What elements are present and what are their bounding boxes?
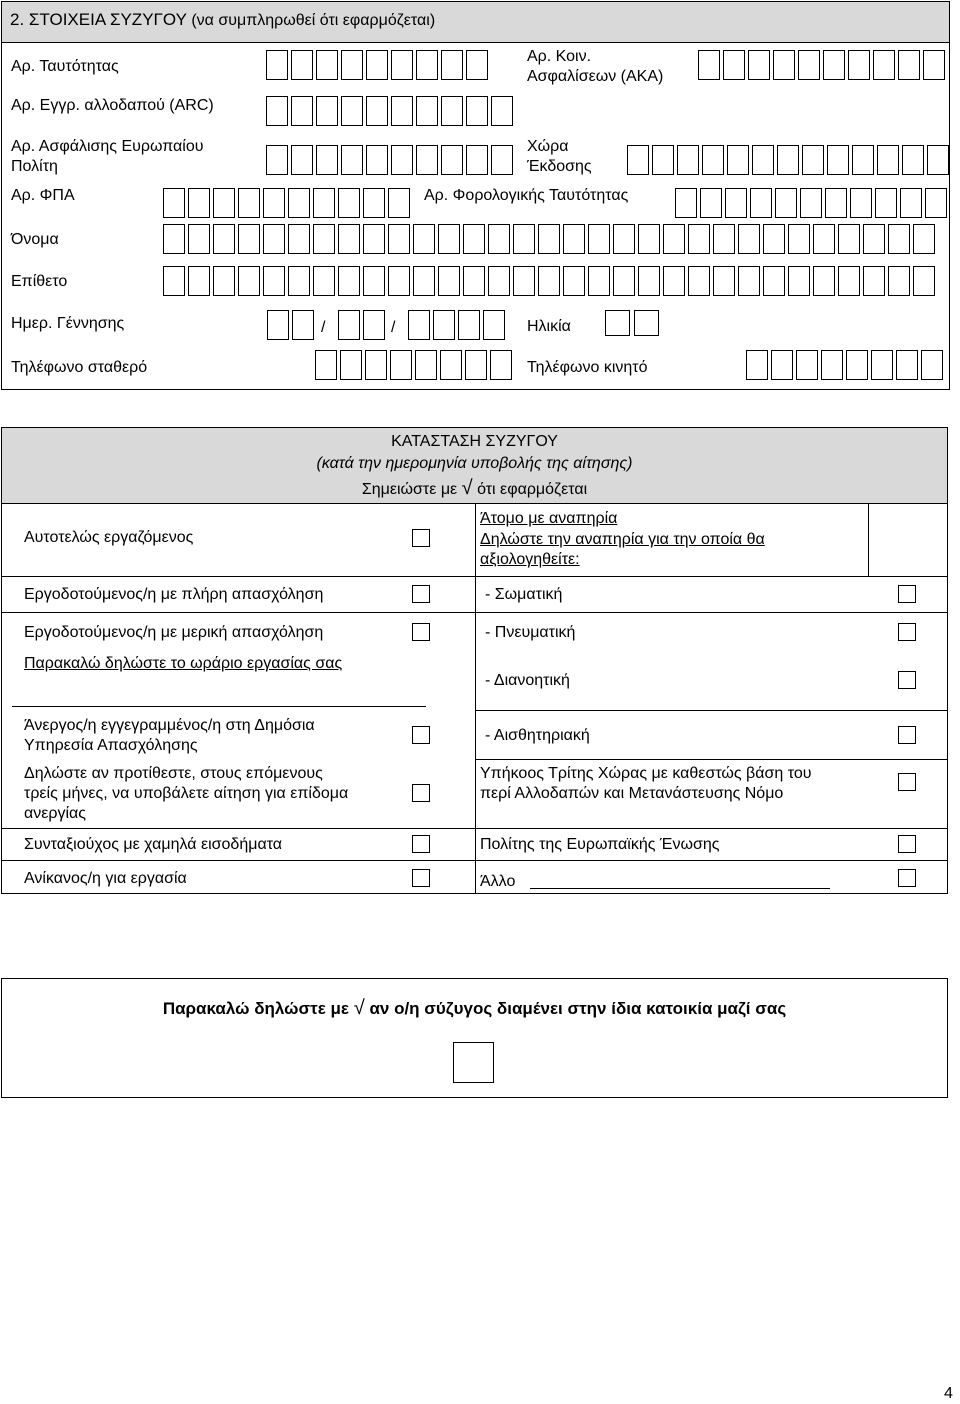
digit-cell[interactable] (441, 145, 463, 175)
first-name-label: Όνομα (11, 231, 59, 248)
digit-cell[interactable] (188, 188, 210, 218)
digit-cell[interactable] (163, 224, 185, 254)
digit-cell[interactable] (263, 224, 285, 254)
id-card-input[interactable] (266, 50, 491, 80)
intellectual-label: - Διανοητική (485, 672, 570, 689)
digit-cell[interactable] (888, 224, 910, 254)
digit-cell[interactable] (638, 266, 660, 296)
digit-cell[interactable] (416, 96, 438, 126)
digit-cell[interactable] (848, 50, 870, 80)
status-mark-prefix: Σημειώστε με (361, 481, 458, 498)
digit-cell[interactable] (441, 50, 463, 80)
digit-cell[interactable] (263, 188, 285, 218)
digit-cell[interactable] (291, 145, 313, 175)
surname-label: Επίθετο (11, 273, 68, 290)
digit-cell[interactable] (408, 310, 430, 340)
arc-label: Αρ. Εγγρ. αλλοδαπού (ARC) (11, 97, 214, 114)
digit-cell[interactable] (188, 224, 210, 254)
digit-cell[interactable] (771, 350, 793, 380)
digit-cell[interactable] (413, 224, 435, 254)
sensory-label: - Αισθητηριακή (485, 727, 590, 744)
digit-cell[interactable] (291, 96, 313, 126)
digit-cell[interactable] (746, 350, 768, 380)
digit-cell[interactable] (773, 50, 795, 80)
digit-cell[interactable] (438, 224, 460, 254)
digit-cell[interactable] (563, 224, 585, 254)
digit-cell[interactable] (873, 50, 895, 80)
digit-cell[interactable] (266, 50, 288, 80)
digit-cell[interactable] (316, 50, 338, 80)
eu-insurance-input[interactable] (266, 145, 516, 175)
digit-cell[interactable] (796, 350, 818, 380)
digit-cell[interactable] (341, 145, 363, 175)
digit-cell[interactable] (588, 224, 610, 254)
digit-cell[interactable] (313, 266, 335, 296)
intend-label-3: ανεργίας (24, 805, 86, 822)
digit-cell[interactable] (788, 266, 810, 296)
digit-cell[interactable] (291, 50, 313, 80)
digit-cell[interactable] (366, 96, 388, 126)
tax-id-input[interactable] (675, 188, 950, 218)
status-subtitle: (κατά την ημερομηνία υποβολής της αίτησης) (316, 455, 633, 472)
country-label-2: Έκδοσης (527, 158, 592, 175)
digit-cell[interactable] (921, 350, 943, 380)
digit-cell[interactable] (416, 50, 438, 80)
digit-cell[interactable] (363, 266, 385, 296)
row-divider (475, 759, 947, 760)
phone-fixed-input[interactable] (315, 350, 515, 380)
digit-cell[interactable] (748, 50, 770, 80)
digit-cell[interactable] (738, 266, 760, 296)
phone-fixed-label: Τηλέφωνο σταθερό (11, 359, 148, 376)
digit-cell[interactable] (340, 350, 362, 380)
digit-cell[interactable] (266, 145, 288, 175)
mental-checkbox[interactable] (898, 623, 916, 641)
id-card-label: Αρ. Ταυτότητας (11, 58, 119, 75)
vat-label: Αρ. ΦΠΑ (11, 187, 75, 204)
digit-cell[interactable] (388, 224, 410, 254)
unemployed-label-2: Υπηρεσία Απασχόλησης (24, 737, 198, 754)
digit-cell[interactable] (896, 350, 918, 380)
column-divider (475, 503, 476, 894)
digit-cell[interactable] (875, 188, 897, 218)
digit-cell[interactable] (725, 188, 747, 218)
digit-cell[interactable] (798, 50, 820, 80)
digit-cell[interactable] (263, 266, 285, 296)
digit-cell[interactable] (391, 50, 413, 80)
digit-cell[interactable] (491, 96, 513, 126)
phone-mobile-input[interactable] (746, 350, 946, 380)
part-time-checkbox[interactable] (412, 623, 430, 641)
eu-insurance-label-2: Πολίτη (11, 158, 58, 175)
digit-cell[interactable] (513, 224, 535, 254)
digit-cell[interactable] (338, 188, 360, 218)
digit-cell[interactable] (702, 145, 724, 175)
digit-cell[interactable] (292, 310, 314, 340)
digit-cell[interactable] (688, 266, 710, 296)
digit-cell[interactable] (913, 266, 935, 296)
digit-cell[interactable] (213, 224, 235, 254)
disabled-note-1: Δηλώστε την αναπηρία για την οποία θα (480, 531, 765, 548)
digit-cell[interactable] (898, 50, 920, 80)
disabled-title: Άτομο με αναπηρία (480, 510, 618, 527)
digit-cell[interactable] (788, 224, 810, 254)
eu-citizen-label: Πολίτης της Ευρωπαϊκής Ένωσης (480, 836, 720, 853)
eu-citizen-checkbox[interactable] (898, 835, 916, 853)
digit-cell[interactable] (366, 50, 388, 80)
digit-cell[interactable] (663, 266, 685, 296)
residence-question (2, 998, 947, 1019)
column-divider (868, 503, 869, 576)
physical-checkbox[interactable] (898, 585, 916, 603)
digit-cell[interactable] (838, 224, 860, 254)
dob-separator-2: / (391, 319, 396, 336)
hours-underline (12, 706, 426, 707)
digit-cell[interactable] (465, 350, 487, 380)
digit-cell[interactable] (163, 188, 185, 218)
digit-cell[interactable] (238, 224, 260, 254)
digit-cell[interactable] (483, 310, 505, 340)
digit-cell[interactable] (266, 96, 288, 126)
digit-cell[interactable] (763, 224, 785, 254)
digit-cell[interactable] (363, 224, 385, 254)
digit-cell[interactable] (863, 266, 885, 296)
digit-cell[interactable] (763, 266, 785, 296)
section-title-main: 2. ΣΤΟΙΧΕΙΑ ΣΥΖΥΓΟΥ (10, 10, 187, 29)
disabled-note-2: αξιολογηθείτε: (480, 551, 580, 568)
pensioner-checkbox[interactable] (412, 835, 430, 853)
digit-cell[interactable] (700, 188, 722, 218)
section-title (10, 10, 435, 31)
digit-cell[interactable] (852, 145, 874, 175)
digit-cell[interactable] (802, 145, 824, 175)
residence-checkbox[interactable] (453, 1042, 494, 1083)
digit-cell[interactable] (838, 266, 860, 296)
digit-cell[interactable] (288, 224, 310, 254)
other-underline[interactable] (530, 888, 830, 889)
dob-month-input[interactable] (338, 310, 388, 340)
eu-insurance-label-1: Αρ. Ασφάλισης Ευρωπαίου (11, 138, 204, 155)
intend-label-1: Δηλώστε αν προτίθεστε, στους επόμενους (24, 765, 323, 782)
digit-cell[interactable] (752, 145, 774, 175)
country-label-1: Χώρα (527, 138, 569, 155)
first-name-input[interactable] (163, 224, 938, 254)
digit-cell[interactable] (634, 310, 659, 336)
digit-cell[interactable] (341, 96, 363, 126)
digit-cell[interactable] (363, 310, 385, 340)
digit-cell[interactable] (490, 350, 512, 380)
digit-cell[interactable] (677, 145, 699, 175)
digit-cell[interactable] (163, 266, 185, 296)
digit-cell[interactable] (775, 188, 797, 218)
digit-cell[interactable] (900, 188, 922, 218)
digit-cell[interactable] (313, 224, 335, 254)
digit-cell[interactable] (823, 50, 845, 80)
unemployed-label-1: Άνεργος/η εγγεγραμμένος/η στη Δημόσια (24, 717, 315, 734)
digit-cell[interactable] (850, 188, 872, 218)
unemployed-checkbox[interactable] (412, 726, 430, 744)
digit-cell[interactable] (605, 310, 630, 336)
digit-cell[interactable] (466, 50, 488, 80)
intellectual-checkbox[interactable] (898, 671, 916, 689)
digit-cell[interactable] (238, 188, 260, 218)
digit-cell[interactable] (713, 224, 735, 254)
sensory-checkbox[interactable] (898, 726, 916, 744)
digit-cell[interactable] (613, 266, 635, 296)
digit-cell[interactable] (313, 188, 335, 218)
digit-cell[interactable] (825, 188, 847, 218)
digit-cell[interactable] (463, 224, 485, 254)
digit-cell[interactable] (440, 350, 462, 380)
digit-cell[interactable] (723, 50, 745, 80)
intend-checkbox[interactable] (412, 784, 430, 802)
digit-cell[interactable] (365, 350, 387, 380)
hours-note: Παρακαλώ δηλώστε το ωράριο εργασίας σας (24, 655, 343, 672)
digit-cell[interactable] (638, 224, 660, 254)
status-mark-suffix: ότι εφαρμόζεται (477, 481, 588, 498)
digit-cell[interactable] (698, 50, 720, 80)
digit-cell[interactable] (213, 266, 235, 296)
digit-cell[interactable] (388, 266, 410, 296)
status-instructions (2, 478, 947, 500)
section-title-note: (να συμπληρωθεί ότι εφαρμόζεται) (191, 12, 436, 29)
social-insurance-input[interactable] (698, 50, 948, 80)
status-title: ΚΑΤΑΣΤΑΣΗ ΣΥΖΥΓΟΥ (391, 433, 558, 450)
age-input[interactable] (605, 310, 662, 336)
digit-cell[interactable] (413, 266, 435, 296)
full-time-label: Εργοδοτούμενος/η με πλήρη απασχόληση (24, 586, 324, 603)
vat-input[interactable] (163, 188, 413, 218)
digit-cell[interactable] (813, 224, 835, 254)
dob-separator-1: / (321, 319, 326, 336)
digit-cell[interactable] (538, 224, 560, 254)
digit-cell[interactable] (438, 266, 460, 296)
residence-prefix: Παρακαλώ δηλώστε με (162, 999, 349, 1018)
row-divider (475, 710, 947, 711)
digit-cell[interactable] (588, 266, 610, 296)
digit-cell[interactable] (213, 188, 235, 218)
social-insurance-label-1: Αρ. Κοιν. (527, 48, 592, 65)
digit-cell[interactable] (613, 224, 635, 254)
self-employed-label: Αυτοτελώς εργαζόμενος (24, 529, 194, 546)
digit-cell[interactable] (267, 310, 289, 340)
digit-cell[interactable] (627, 145, 649, 175)
phone-mobile-label: Τηλέφωνο κινητό (527, 359, 648, 376)
social-insurance-label-2: Ασφαλίσεων (ΑΚΑ) (527, 68, 664, 85)
mental-label: - Πνευματική (485, 624, 576, 641)
digit-cell[interactable] (652, 145, 674, 175)
digit-cell[interactable] (341, 50, 363, 80)
dob-day-input[interactable] (267, 310, 317, 340)
third-country-label-1: Υπήκοος Τρίτης Χώρας με καθεστώς βάση του (480, 765, 812, 782)
digit-cell[interactable] (366, 145, 388, 175)
digit-cell[interactable] (488, 224, 510, 254)
unable-label: Ανίκανος/η για εργασία (24, 870, 187, 887)
digit-cell[interactable] (777, 145, 799, 175)
digit-cell[interactable] (458, 310, 480, 340)
arc-input[interactable] (266, 96, 516, 126)
digit-cell[interactable] (488, 266, 510, 296)
digit-cell[interactable] (727, 145, 749, 175)
digit-cell[interactable] (888, 266, 910, 296)
digit-cell[interactable] (315, 350, 337, 380)
digit-cell[interactable] (738, 224, 760, 254)
dob-year-input[interactable] (408, 310, 508, 340)
digit-cell[interactable] (391, 145, 413, 175)
country-input[interactable] (627, 145, 952, 175)
digit-cell[interactable] (827, 145, 849, 175)
digit-cell[interactable] (675, 188, 697, 218)
digit-cell[interactable] (388, 188, 410, 218)
digit-cell[interactable] (813, 266, 835, 296)
digit-cell[interactable] (338, 310, 360, 340)
digit-cell[interactable] (688, 224, 710, 254)
digit-cell[interactable] (538, 266, 560, 296)
digit-cell[interactable] (925, 188, 947, 218)
third-country-label-2: περί Αλλοδαπών και Μετανάστευσης Νόμο (480, 785, 784, 802)
digit-cell[interactable] (750, 188, 772, 218)
digit-cell[interactable] (846, 350, 868, 380)
pensioner-label: Συνταξιούχος με χαμηλά εισοδήματα (24, 836, 283, 853)
third-country-checkbox[interactable] (898, 773, 916, 791)
digit-cell[interactable] (663, 224, 685, 254)
digit-cell[interactable] (338, 266, 360, 296)
digit-cell[interactable] (338, 224, 360, 254)
digit-cell[interactable] (491, 145, 513, 175)
digit-cell[interactable] (433, 310, 455, 340)
page-number: 4 (944, 1385, 953, 1402)
digit-cell[interactable] (871, 350, 893, 380)
digit-cell[interactable] (288, 188, 310, 218)
digit-cell[interactable] (415, 350, 437, 380)
digit-cell[interactable] (441, 96, 463, 126)
digit-cell[interactable] (563, 266, 585, 296)
check-mark-icon: √ (461, 477, 473, 499)
digit-cell[interactable] (466, 145, 488, 175)
digit-cell[interactable] (363, 188, 385, 218)
physical-label: - Σωματική (485, 586, 563, 603)
digit-cell[interactable] (821, 350, 843, 380)
digit-cell[interactable] (316, 96, 338, 126)
digit-cell[interactable] (238, 266, 260, 296)
unable-checkbox[interactable] (412, 869, 430, 887)
digit-cell[interactable] (288, 266, 310, 296)
residence-suffix: αν ο/η σύζυγος διαμένει στην ίδια κατοικία μαζί σας (369, 999, 787, 1018)
other-label: Άλλο (480, 873, 516, 890)
intend-label-2: τρείς μήνες, να υποβάλετε αίτηση για επίδομα (24, 785, 349, 802)
digit-cell[interactable] (923, 50, 945, 80)
digit-cell[interactable] (713, 266, 735, 296)
digit-cell[interactable] (902, 145, 924, 175)
digit-cell[interactable] (391, 96, 413, 126)
other-checkbox[interactable] (898, 869, 916, 887)
digit-cell[interactable] (513, 266, 535, 296)
digit-cell[interactable] (463, 266, 485, 296)
self-employed-checkbox[interactable] (412, 529, 430, 547)
digit-cell[interactable] (416, 145, 438, 175)
digit-cell[interactable] (877, 145, 899, 175)
digit-cell[interactable] (188, 266, 210, 296)
digit-cell[interactable] (913, 224, 935, 254)
digit-cell[interactable] (800, 188, 822, 218)
dob-label: Ημερ. Γέννησης (11, 315, 125, 332)
digit-cell[interactable] (927, 145, 949, 175)
full-time-checkbox[interactable] (412, 585, 430, 603)
surname-input[interactable] (163, 266, 938, 296)
part-time-label: Εργοδοτούμενος/η με μερική απασχόληση (24, 624, 324, 641)
tax-id-label: Αρ. Φορολογικής Ταυτότητας (424, 187, 629, 204)
digit-cell[interactable] (466, 96, 488, 126)
age-label: Ηλικία (527, 318, 571, 335)
digit-cell[interactable] (390, 350, 412, 380)
digit-cell[interactable] (863, 224, 885, 254)
check-mark-icon: √ (353, 997, 365, 1019)
digit-cell[interactable] (316, 145, 338, 175)
